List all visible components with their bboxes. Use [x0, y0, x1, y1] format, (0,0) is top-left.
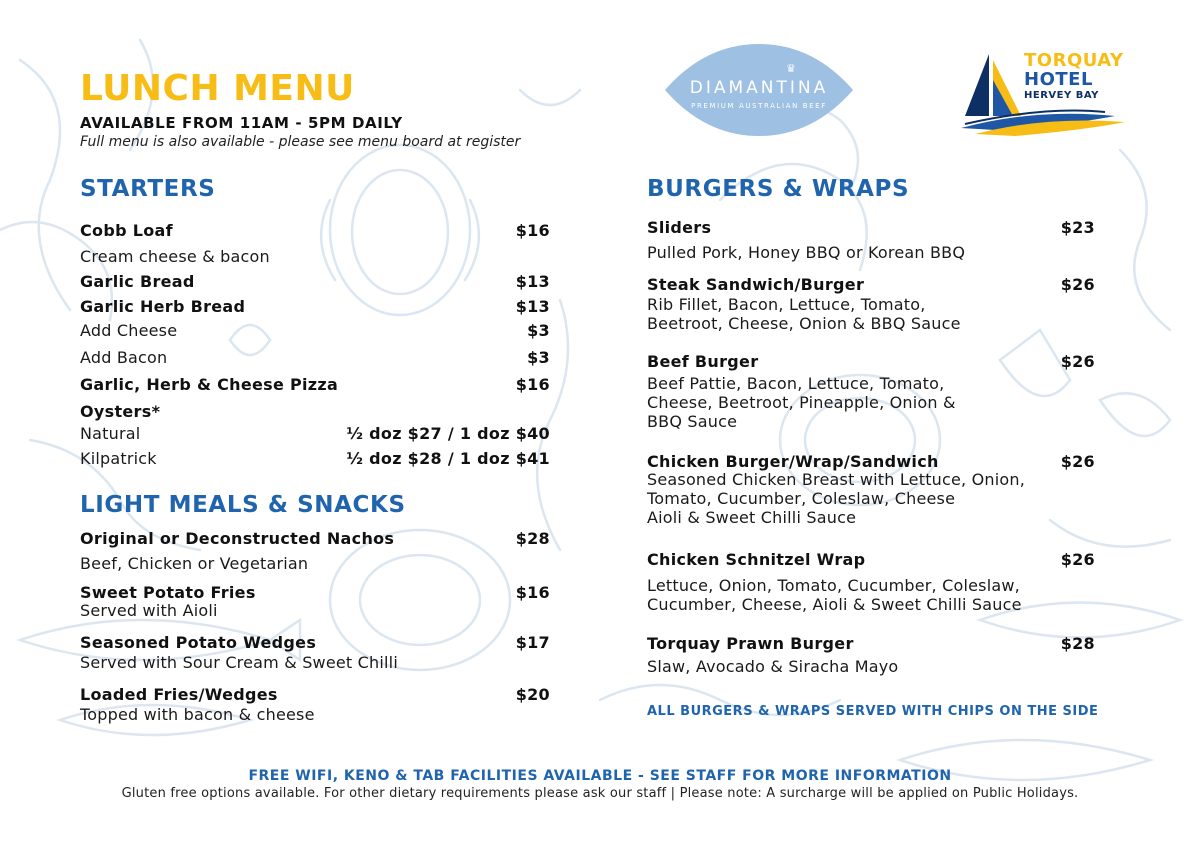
description-line: Cucumber, Cheese, Aioli & Sweet Chilli Sauce: [647, 595, 1022, 614]
menu-item-option: [80, 449, 550, 468]
item-description: Beef, Chicken or Vegetarian: [80, 554, 309, 573]
item-price: $26: [1060, 275, 1095, 294]
description-line: BBQ Sauce: [647, 412, 738, 431]
svg-text:♛: ♛: [786, 62, 796, 75]
item-price: $13: [515, 272, 550, 291]
item-name: Chicken Burger/Wrap/Sandwich: [647, 452, 939, 471]
item-name: Beef Burger: [647, 352, 759, 371]
menu-item-option: [80, 424, 550, 443]
addon-price: $3: [527, 321, 550, 340]
dietary-notice: Gluten free options available. For other dietary requirements please ask our staff | Please note: A surcharge will be applied on Public Holidays.: [121, 786, 1079, 801]
item-price: $28: [1060, 634, 1095, 653]
description-line: Seasoned Chicken Breast with Lettuce, Onion,: [647, 470, 1026, 489]
option-price: ½ doz $28 / 1 doz $41: [346, 449, 550, 468]
item-price: $26: [1060, 550, 1095, 569]
menu-item: [647, 218, 1095, 237]
item-description: [647, 243, 1095, 262]
menu-item: [80, 221, 550, 240]
menu-item-description: [80, 653, 550, 672]
option-name: Natural: [80, 424, 141, 443]
item-price: $13: [515, 297, 550, 316]
item-price: $26: [1060, 352, 1095, 371]
item-description: Served with Aioli: [80, 601, 218, 620]
menu-item-description: [80, 554, 550, 573]
menu-item: [647, 634, 1095, 653]
menu-item: [80, 685, 550, 704]
chips-note: ALL BURGERS & WRAPS SERVED WITH CHIPS ON THE SIDE: [647, 704, 1099, 719]
menu-board-note: Full menu is also available - please see menu board at register: [80, 134, 521, 150]
description-line: Pulled Pork, Honey BBQ or Korean BBQ: [647, 243, 966, 262]
item-description: Served with Sour Cream & Sweet Chilli: [80, 653, 398, 672]
item-description: [647, 470, 1095, 527]
menu-item: [80, 583, 550, 602]
item-price: $20: [515, 685, 550, 704]
item-name: Chicken Schnitzel Wrap: [647, 550, 866, 569]
menu-item: [80, 297, 550, 316]
description-line: Rib Fillet, Bacon, Lettuce, Tomato,: [647, 295, 926, 314]
menu-item: [647, 352, 1095, 371]
menu-item: [647, 275, 1095, 294]
item-description: [647, 657, 1095, 676]
option-price: ½ doz $27 / 1 doz $40: [346, 424, 550, 443]
description-line: Lettuce, Onion, Tomato, Cucumber, Coleslaw,: [647, 576, 1020, 595]
menu-item-description: [80, 705, 550, 724]
description-line: Slaw, Avocado & Siracha Mayo: [647, 657, 899, 676]
description-line: Tomato, Cucumber, Coleslaw, Cheese: [647, 489, 956, 508]
menu-item-addon: [80, 321, 550, 340]
item-description: [647, 576, 1095, 614]
item-price: $16: [515, 375, 550, 394]
starters-heading: STARTERS: [80, 176, 216, 202]
item-description: Cream cheese & bacon: [80, 247, 270, 266]
description-line: Aioli & Sweet Chilli Sauce: [647, 508, 857, 527]
item-price: $16: [515, 583, 550, 602]
item-price: $23: [1060, 218, 1095, 237]
left-column: [80, 0, 550, 848]
right-column: [647, 0, 1099, 848]
item-price: $28: [515, 529, 550, 548]
item-name: Torquay Prawn Burger: [647, 634, 854, 653]
menu-item-addon: [80, 348, 550, 367]
menu-item-description: [80, 247, 550, 266]
item-description: [647, 295, 1095, 333]
addon-name: Add Cheese: [80, 321, 178, 340]
item-name: Sweet Potato Fries: [80, 583, 256, 602]
item-name: Garlic, Herb & Cheese Pizza: [80, 375, 339, 394]
description-line: Beetroot, Cheese, Onion & BBQ Sauce: [647, 314, 961, 333]
item-name: Garlic Herb Bread: [80, 297, 246, 316]
hervey-bay-name: HERVEY BAY: [1024, 90, 1099, 101]
option-name: Kilpatrick: [80, 449, 157, 468]
diamantina-tagline: PREMIUM AUSTRALIAN BEEF: [691, 102, 827, 110]
item-description: Topped with bacon & cheese: [80, 705, 315, 724]
page-title: LUNCH MENU: [80, 68, 355, 109]
menu-item: [647, 452, 1095, 471]
item-name: Seasoned Potato Wedges: [80, 633, 317, 652]
item-price: $16: [515, 221, 550, 240]
light-meals-heading: LIGHT MEALS & SNACKS: [80, 492, 406, 518]
menu-item: [80, 272, 550, 291]
description-line: Beef Pattie, Bacon, Lettuce, Tomato,: [647, 374, 945, 393]
menu-item: [80, 375, 550, 394]
hotel-name: HOTEL: [1024, 69, 1093, 90]
item-name: Steak Sandwich/Burger: [647, 275, 865, 294]
availability-hours: AVAILABLE FROM 11AM - 5PM DAILY: [80, 114, 403, 132]
item-name: Garlic Bread: [80, 272, 195, 291]
description-line: Cheese, Beetroot, Pineapple, Onion &: [647, 393, 956, 412]
item-name: Original or Deconstructed Nachos: [80, 529, 395, 548]
burgers-heading: BURGERS & WRAPS: [647, 176, 910, 202]
diamantina-name: DIAMANTINA: [689, 78, 829, 98]
addon-price: $3: [527, 348, 550, 367]
item-name: Cobb Loaf: [80, 221, 173, 240]
menu-item: [80, 633, 550, 652]
menu-item: [80, 402, 550, 421]
item-description: [647, 374, 1095, 431]
menu-item: [647, 550, 1095, 569]
facilities-notice: FREE WIFI, KENO & TAB FACILITIES AVAILABLE - SEE STAFF FOR MORE INFORMATION: [248, 768, 952, 784]
addon-name: Add Bacon: [80, 348, 168, 367]
item-price: $26: [1060, 452, 1095, 471]
item-name: Sliders: [647, 218, 712, 237]
item-name: Loaded Fries/Wedges: [80, 685, 278, 704]
item-price: $17: [515, 633, 550, 652]
torquay-name: TORQUAY: [1024, 50, 1124, 71]
menu-item: [80, 529, 550, 548]
item-name: Oysters*: [80, 402, 161, 421]
menu-item-description: [80, 601, 550, 620]
